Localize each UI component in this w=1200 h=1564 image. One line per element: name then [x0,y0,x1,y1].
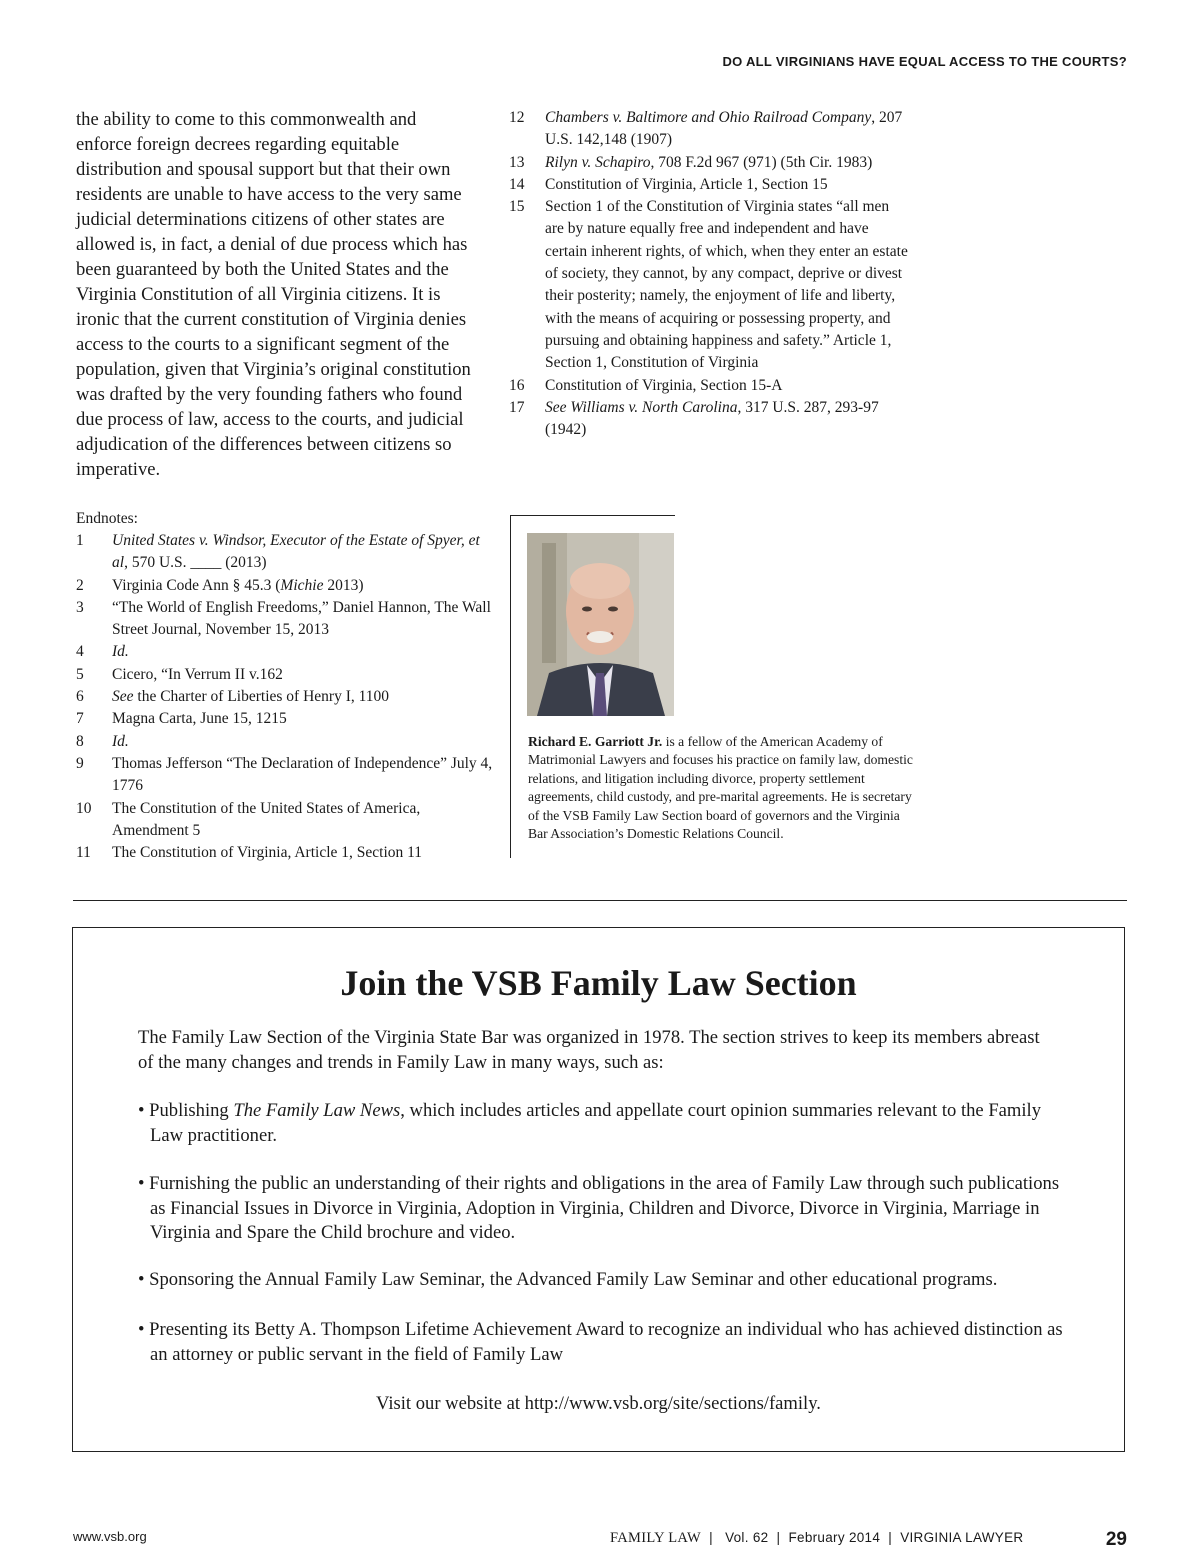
endnote-text [545,196,909,374]
endnote-text [545,107,909,152]
endnote-text [112,798,496,843]
endnote-text [112,664,496,686]
endnote-text [112,753,496,798]
endnote-number: 7 [76,710,84,728]
endnote-item [76,731,496,753]
endnote-italic: See Williams v. North Carolina [545,398,738,416]
bullet1-post: , which includes articles and appellate court opinion summaries relevant to the Family Law practitioner. [150,1100,1042,1146]
endnote-item [76,842,496,864]
author-bio-text: is a fellow of the American Academy of Matrimonial Lawyers and focuses his practice on family law, domestic relations, and litigation including divorce, property settlement agreements, child custody, and pre-marital agreements. He is secretary of the VSB Family Law Section board of governors and the Virginia Bar Association’s Domestic Relations Council. [528,734,913,842]
footer-magazine: VIRGINIA LAWYER [900,1530,1024,1545]
endnote-text [112,731,496,753]
author-bio [528,733,918,843]
endnote-text [545,174,909,196]
endnote-number: 9 [76,754,84,772]
endnote-number: 8 [76,732,84,750]
endnote-body: Thomas Jefferson “The Declaration of Independence” July 4, 1776 [112,754,493,795]
endnote-body: , 708 F.2d 967 (971) (5th Cir. 1983) [650,153,873,171]
endnote-italic: See [112,688,134,706]
footer-sep-3: | [880,1530,901,1545]
endnote-italic: Id. [112,643,129,661]
footer-website[interactable]: www.vsb.org [73,1529,147,1544]
endnote-body: The Constitution of the United States of America, Amendment 5 [112,799,421,839]
footer-date: February 2014 [788,1530,881,1545]
endnote-text [112,597,496,642]
endnote-text [112,575,496,597]
endnote-text [112,842,496,864]
article-body: the ability to come to this commonwealth and enforce foreign decrees regarding equitable distribution and spousal support but that their own residents are unable to have access to the very same judicial determinations citizens of other states are allowed is, in fact, a denial of due process which has been guaranteed by both the United States and the Virginia Constitution of all Virginia citizens. It is ironic that the current constitution of Virginia denies access to the courts to a significant segment of the population, given that Virginia’s original constitution was drafted by the very founding fathers who found due process of law, access to the courts, and judicial adjudication of the differences between citizens so imperative. [76,109,471,480]
endnote-item [509,152,909,174]
endnotes-list-left [76,530,496,864]
endnote-number: 3 [76,598,84,616]
bullet1-pre: • Publishing [138,1100,234,1121]
running-head: DO ALL VIRGINIANS HAVE EQUAL ACCESS TO THE COURTS? [722,54,1127,69]
endnote-text [545,152,909,174]
endnote-body: Constitution of Virginia, Section 15-A [545,376,783,394]
footer-volume: Vol. 62 [725,1530,769,1545]
endnote-body: Magna Carta, June 15, 1215 [112,710,287,728]
author-portrait-image [527,533,674,716]
endnote-item [76,530,496,575]
author-name: Richard E. Garriott Jr. [528,734,663,749]
endnote-number: 13 [509,153,525,171]
endnote-italic: Rilyn v. Schapiro [545,153,651,171]
join-intro: The Family Law Section of the Virginia State Bar was organized in 1978. The section strives to keep its members abreast of the many changes and trends in Family Law in many ways, such as: [138,1027,1040,1073]
endnote-body: , 207 U.S. 142,148 (1907) [545,109,903,149]
endnote-pre: Virginia Code Ann § 45.3 ( [112,576,281,594]
endnote-number: 12 [509,109,525,126]
endnote-item [76,686,496,708]
endnote-item [76,798,496,843]
endnote-number: 10 [76,799,92,817]
endnote-number: 15 [509,198,525,216]
endnote-text [112,686,496,708]
endnote-number: 6 [76,688,84,706]
endnote-item [509,375,909,397]
endnote-item [76,597,496,642]
endnote-item [509,174,909,196]
author-photo [527,533,674,716]
endnote-body: Section 1 of the Constitution of Virginia states “all men are by nature equally free and independent and have certain inherent rights, of which, when they enter an estate of society, they cannot, by any compact, deprive or divest their posterity; namely, the enjoyment of life and liberty, with the means of acquiring or possessing property, and pursuing and obtaining happiness and safety.” Article 1, Section 1, Constitution of Virginia [545,198,908,372]
endnote-body: the Charter of Liberties of Henry I, 1100 [133,688,390,706]
section-divider [73,900,1127,901]
bullet1-italic: The Family Law News [233,1100,401,1121]
endnote-text [545,397,909,442]
endnote-italic: United States v. Windsor, Executor of the Estate of Spyer, et al [112,532,480,572]
endnote-item [76,753,496,798]
join-website-link[interactable]: Visit our website at http://www.vsb.org/site/sections/family. [376,1393,821,1414]
endnote-item [76,708,496,730]
endnote-number: 14 [509,175,525,193]
endnote-item [509,196,909,374]
endnote-number: 5 [76,665,84,683]
join-bullet-furnishing: • Furnishing the public an understanding of their rights and obligations in the area of Family Law through such publications as Financial Issues in Divorce in Virginia, Adoption in Virginia, Children and Divorce, Divorce in Virginia, Marriage in Virginia and Spare the Child brochure and video. [138,1173,1060,1243]
endnotes-right-column [509,107,909,441]
endnote-item [76,664,496,686]
join-bullet-sponsoring: • Sponsoring the Annual Family Law Seminar, the Advanced Family Law Seminar and other educational programs. [138,1269,998,1290]
footer-sep-2: | [768,1530,789,1545]
endnote-body: “The World of English Freedoms,” Daniel Hannon, The Wall Street Journal, November 15, 2013 [112,598,491,639]
endnote-item [76,641,496,663]
endnote-body: The Constitution of Virginia, Article 1, Section 11 [112,844,423,862]
join-bullet-presenting: • Presenting its Betty A. Thompson Lifetime Achievement Award to recognize an individual who has achieved distinction as an attorney or public servant in the field of Family Law [138,1319,1063,1365]
endnote-body: Constitution of Virginia, Article 1, Section 15 [545,175,828,193]
footer-sep-1: | [701,1530,726,1545]
endnote-text [112,708,496,730]
endnote-number: 1 [76,532,84,549]
endnote-number: 16 [509,376,525,394]
endnote-number: 11 [76,844,91,862]
endnote-number: 2 [76,576,84,594]
footer-publication [610,1530,1023,1547]
endnote-item [509,397,909,442]
endnote-item [76,575,496,597]
page-number: 29 [1105,1529,1127,1550]
footer-section: FAMILY LAW [610,1530,701,1546]
endnote-body: 2013) [323,576,364,594]
endnote-italic: Michie [280,576,324,594]
endnotes-title: Endnotes: [76,510,138,527]
join-bullet-publishing [138,1099,1065,1148]
endnotes-left-column [76,508,496,864]
endnote-body: Cicero, “In Verrum II v.162 [112,665,283,683]
endnote-number: 4 [76,643,84,661]
endnotes-list-right [509,107,909,441]
endnote-italic: Chambers v. Baltimore and Ohio Railroad Company [545,109,872,126]
endnote-item [509,107,909,152]
endnote-text [112,530,496,575]
join-title: Join the VSB Family Law Section [340,963,857,1003]
endnote-text [112,641,496,663]
endnote-body: , 317 U.S. 287, 293-97 (1942) [545,398,879,439]
endnote-italic: Id. [112,732,129,750]
endnote-text [545,375,909,397]
endnote-number: 17 [509,398,525,416]
endnote-body: , 570 U.S. ____ (2013) [124,554,267,572]
